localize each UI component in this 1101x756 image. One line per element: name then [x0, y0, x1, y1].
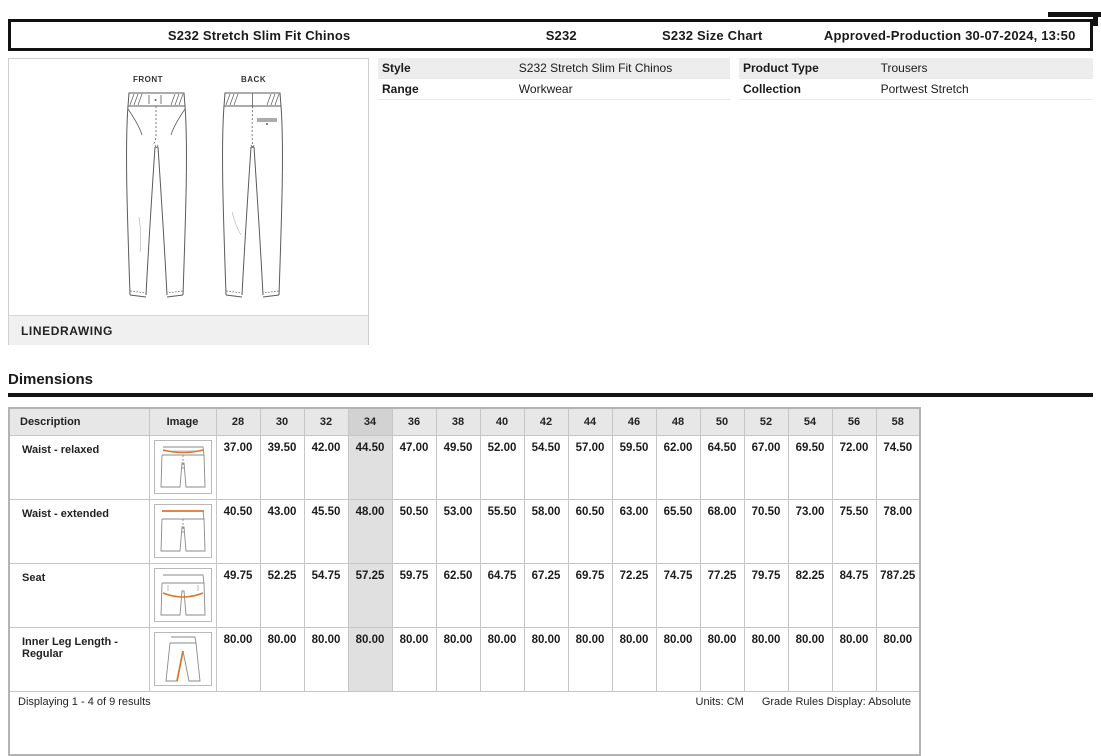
size-column-header-44[interactable]: 44: [568, 408, 612, 435]
dimension-value-cell: 44.50: [348, 435, 392, 499]
dimension-value-cell: 80.00: [436, 627, 480, 691]
dimension-value-cell: 49.50: [436, 435, 480, 499]
info-row-style: [378, 58, 730, 79]
dimension-value-cell: 80.00: [304, 627, 348, 691]
size-chart-body: [9, 435, 920, 691]
dimension-value-cell: 64.50: [700, 435, 744, 499]
dimension-value-cell: 80.00: [216, 627, 260, 691]
header-row: [9, 408, 920, 435]
style-code: S232: [545, 27, 577, 43]
dimension-value-cell: 62.50: [436, 563, 480, 627]
dimension-value-cell: 75.50: [832, 499, 876, 563]
product-type-value: Trousers: [880, 61, 928, 75]
size-chart-table: [8, 407, 921, 756]
dimension-value-cell: 65.50: [656, 499, 700, 563]
linedrawing-panel: [8, 58, 369, 345]
size-column-header-52[interactable]: 52: [744, 408, 788, 435]
dimension-value-cell: 73.00: [788, 499, 832, 563]
page-corner-mark: [1048, 12, 1101, 17]
info-row-product-type: [739, 58, 1093, 79]
dimension-value-cell: 64.75: [480, 563, 524, 627]
dimension-description: Inner Leg Length - Regular: [9, 627, 149, 691]
info-row-range: [378, 79, 730, 100]
dimension-value-cell: 80.00: [568, 627, 612, 691]
dimension-value-cell: 70.50: [744, 499, 788, 563]
dimension-value-cell: 57.25: [348, 563, 392, 627]
dimension-value-cell: 67.00: [744, 435, 788, 499]
dimension-value-cell: 80.00: [392, 627, 436, 691]
document-header: [8, 19, 1093, 51]
dimension-value-cell: 80.00: [260, 627, 304, 691]
front-view-label: FRONT: [133, 75, 164, 84]
dimension-value-cell: 72.25: [612, 563, 656, 627]
size-column-header-42[interactable]: 42: [524, 408, 568, 435]
dimension-value-cell: 80.00: [788, 627, 832, 691]
style-info-panel: [378, 58, 1093, 100]
dimension-value-cell: 42.00: [304, 435, 348, 499]
dimension-description: Waist - extended: [9, 499, 149, 563]
size-column-header-46[interactable]: 46: [612, 408, 656, 435]
collection-value: Portwest Stretch: [880, 82, 969, 96]
dimension-description: Seat: [9, 563, 149, 627]
size-column-header-40[interactable]: 40: [480, 408, 524, 435]
dimension-value-cell: 37.00: [216, 435, 260, 499]
size-column-header-38[interactable]: 38: [436, 408, 480, 435]
dimension-value-cell: 63.00: [612, 499, 656, 563]
dimension-image-cell: [149, 627, 216, 691]
linedrawing-canvas: [9, 59, 368, 315]
dimension-value-cell: 40.50: [216, 499, 260, 563]
units-indicator: Units: CM: [695, 695, 744, 708]
grade-rules-indicator: Grade Rules Display: Absolute: [761, 695, 911, 708]
size-column-header-54[interactable]: 54: [788, 408, 832, 435]
linedrawing-caption: LINEDRAWING: [9, 315, 368, 345]
seat-measure-icon: [154, 568, 212, 622]
dimension-value-cell: 67.25: [524, 563, 568, 627]
dimension-value-cell: 80.00: [656, 627, 700, 691]
dimension-value-cell: 43.00: [260, 499, 304, 563]
dimensions-section-title: Dimensions: [8, 371, 94, 388]
dimension-value-cell: 77.25: [700, 563, 744, 627]
dimension-value-cell: 52.25: [260, 563, 304, 627]
table-footer-row: [9, 691, 920, 755]
trousers-front-drawing: [109, 87, 204, 307]
waist-extended-measure-icon: [154, 504, 212, 558]
dimension-value-cell: 69.75: [568, 563, 612, 627]
dimension-value-cell: 80.00: [480, 627, 524, 691]
dimension-value-cell: 45.50: [304, 499, 348, 563]
dimension-value-cell: 52.00: [480, 435, 524, 499]
dimension-value-cell: 68.00: [700, 499, 744, 563]
size-chart-header: [9, 408, 920, 435]
trousers-back-drawing: [205, 87, 300, 307]
dimension-value-cell: 80.00: [524, 627, 568, 691]
size-column-header-30[interactable]: 30: [260, 408, 304, 435]
dimension-value-cell: 82.25: [788, 563, 832, 627]
dimension-row: [9, 499, 920, 563]
size-column-header-58[interactable]: 58: [876, 408, 920, 435]
size-column-header-48[interactable]: 48: [656, 408, 700, 435]
dimension-value-cell: 54.50: [524, 435, 568, 499]
range-value: Workwear: [518, 82, 573, 96]
dimension-image-cell: [149, 435, 216, 499]
size-column-header-36[interactable]: 36: [392, 408, 436, 435]
size-column-header-56[interactable]: 56: [832, 408, 876, 435]
document-title: S232 Stretch Slim Fit Chinos: [167, 27, 351, 43]
info-row-collection: [739, 79, 1093, 100]
approval-status: Approved-Production 30-07-2024, 13:50: [823, 27, 1076, 43]
results-count: Displaying 1 - 4 of 9 results: [18, 695, 151, 708]
dimension-value-cell: 59.50: [612, 435, 656, 499]
dimension-value-cell: 80.00: [744, 627, 788, 691]
inner-leg-measure-icon: [154, 632, 212, 686]
waist-relaxed-measure-icon: [154, 440, 212, 494]
style-value: S232 Stretch Slim Fit Chinos: [518, 61, 673, 75]
dimension-value-cell: 80.00: [348, 627, 392, 691]
dimension-value-cell: 72.00: [832, 435, 876, 499]
size-column-header-50[interactable]: 50: [700, 408, 744, 435]
dimension-value-cell: 47.00: [392, 435, 436, 499]
description-column-header: Description: [9, 408, 149, 435]
size-column-header-32[interactable]: 32: [304, 408, 348, 435]
dimension-value-cell: 53.00: [436, 499, 480, 563]
size-chart-footer: [9, 691, 920, 755]
dimension-image-cell: [149, 563, 216, 627]
dimension-value-cell: 55.50: [480, 499, 524, 563]
image-column-header: Image: [149, 408, 216, 435]
back-view-label: BACK: [241, 75, 267, 84]
dimension-value-cell: 69.50: [788, 435, 832, 499]
style-label: Style: [382, 61, 411, 75]
dimension-value-cell: 57.00: [568, 435, 612, 499]
dimension-value-cell: 60.50: [568, 499, 612, 563]
dimension-value-cell: 39.50: [260, 435, 304, 499]
dimension-value-cell: 74.75: [656, 563, 700, 627]
dimension-description: Waist - relaxed: [9, 435, 149, 499]
dimension-row: [9, 563, 920, 627]
chart-name: S232 Size Chart: [662, 27, 763, 43]
range-label: Range: [382, 82, 419, 96]
dimension-value-cell: 54.75: [304, 563, 348, 627]
dimension-value-cell: 50.50: [392, 499, 436, 563]
dimension-value-cell: 80.00: [832, 627, 876, 691]
dimension-value-cell: 80.00: [700, 627, 744, 691]
dimension-value-cell: 48.00: [348, 499, 392, 563]
dimension-value-cell: 80.00: [876, 627, 920, 691]
section-divider: [8, 393, 1093, 397]
size-column-header-28[interactable]: 28: [216, 408, 260, 435]
dimension-value-cell: 49.75: [216, 563, 260, 627]
dimension-value-cell: 80.00: [612, 627, 656, 691]
dimension-value-cell: 84.75: [832, 563, 876, 627]
dimension-value-cell: 787.25: [876, 563, 920, 627]
dimension-value-cell: 58.00: [524, 499, 568, 563]
dimension-row: [9, 435, 920, 499]
dimension-image-cell: [149, 499, 216, 563]
dimension-value-cell: 74.50: [876, 435, 920, 499]
collection-label: Collection: [743, 82, 802, 96]
dimension-value-cell: 59.75: [392, 563, 436, 627]
product-type-label: Product Type: [743, 61, 819, 75]
dimension-value-cell: 62.00: [656, 435, 700, 499]
size-column-header-34[interactable]: 34: [348, 408, 392, 435]
dimension-value-cell: 78.00: [876, 499, 920, 563]
dimension-value-cell: 79.75: [744, 563, 788, 627]
dimension-row: [9, 627, 920, 691]
